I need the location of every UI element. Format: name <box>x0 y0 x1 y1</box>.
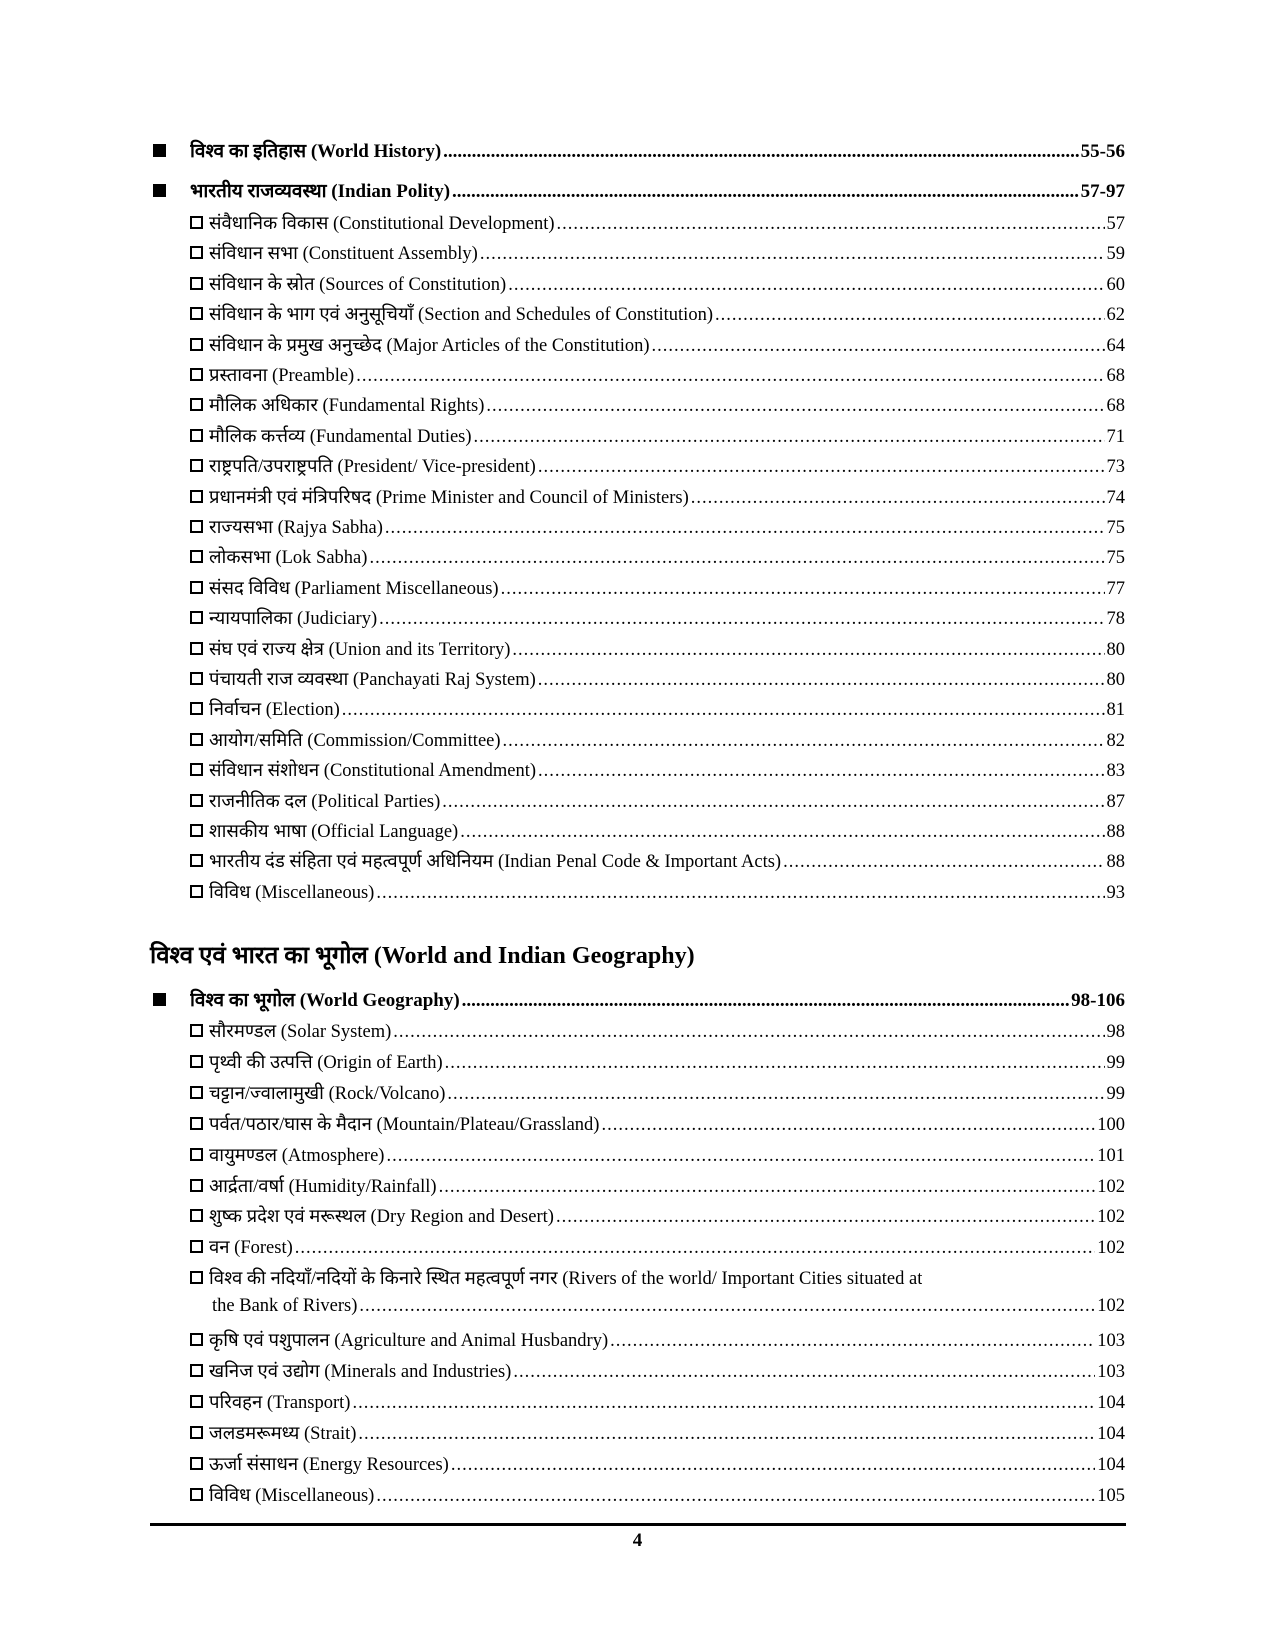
entry-title: राजनीतिक दल (Political Parties) <box>209 792 441 812</box>
toc-chapter-entry[interactable] <box>0 135 1275 165</box>
entry-page-number: 74 <box>1106 488 1125 508</box>
entry-page-number: 59 <box>1106 244 1125 264</box>
toc-topic-entry[interactable] <box>0 1263 1275 1293</box>
entry-title: परिवहन (Transport) <box>209 1393 351 1413</box>
entry-page-number: 77 <box>1106 579 1125 599</box>
entry-title: संघ एवं राज्य क्षेत्र (Union and its Territory) <box>209 640 511 660</box>
entry-title: आयोग/समिति (Commission/Committee) <box>209 731 501 751</box>
entry-title: राष्ट्रपति/उपराष्ट्रपति (President/ Vice-president) <box>209 457 536 477</box>
toc-topic-entry[interactable] <box>0 1016 1275 1046</box>
entry-title: मौलिक अधिकार (Fundamental Rights) <box>209 396 485 416</box>
checkbox-bullet-icon <box>190 1086 203 1099</box>
entry-page-number: 80 <box>1106 670 1125 690</box>
toc-topic-entry[interactable] <box>0 1171 1275 1201</box>
dot-leader <box>439 1177 1096 1198</box>
dot-leader <box>460 822 1104 843</box>
checkbox-bullet-icon <box>190 1457 203 1470</box>
checkbox-bullet-icon <box>190 459 203 472</box>
entry-page-number: 75 <box>1106 548 1125 568</box>
entry-page-number: 68 <box>1106 396 1125 416</box>
toc-topic-entry[interactable] <box>0 330 1275 360</box>
checkbox-bullet-icon <box>190 854 203 867</box>
footer-rule <box>150 1523 1126 1526</box>
entry-page-number: 87 <box>1106 792 1125 812</box>
toc-topic-entry[interactable] <box>0 1418 1275 1448</box>
checkbox-bullet-icon <box>190 733 203 746</box>
checkbox-bullet-icon <box>190 1117 203 1130</box>
checkbox-bullet-icon <box>190 672 203 685</box>
checkbox-bullet-icon <box>190 885 203 898</box>
section-title: विश्व एवं भारत का भूगोल (World and Indian Geography) <box>150 943 695 969</box>
entry-title: संविधान के स्रोत (Sources of Constitution) <box>209 275 507 295</box>
checkbox-bullet-icon <box>190 824 203 837</box>
dot-leader <box>452 181 1079 203</box>
toc-topic-entry[interactable] <box>0 1078 1275 1108</box>
dot-leader <box>486 396 1104 417</box>
entry-page-number: 104 <box>1097 1393 1125 1413</box>
dot-leader <box>442 792 1104 813</box>
toc-topic-entry[interactable] <box>0 1449 1275 1479</box>
toc-topic-entry[interactable] <box>0 877 1275 907</box>
dot-leader <box>503 731 1105 752</box>
entry-title: संवैधानिक विकास (Constitutional Development) <box>209 214 555 234</box>
entry-page-number: 83 <box>1106 761 1125 781</box>
entry-title: विविध (Miscellaneous) <box>209 1486 375 1506</box>
dot-leader <box>445 1053 1105 1074</box>
toc-topic-entry[interactable] <box>0 542 1275 572</box>
dot-leader <box>359 1296 1095 1317</box>
entry-page-number: 78 <box>1106 609 1125 629</box>
dot-leader <box>356 366 1104 387</box>
entry-page-number: 98-106 <box>1071 990 1125 1011</box>
toc-topic-entry[interactable] <box>0 816 1275 846</box>
entry-title: शुष्क प्रदेश एवं मरूस्थल (Dry Region and Desert) <box>209 1207 554 1227</box>
entry-page-number: 93 <box>1106 883 1125 903</box>
entry-title: संविधान के भाग एवं अनुसूचियाँ (Section and Schedules of Constitution) <box>209 305 713 325</box>
dot-leader <box>462 990 1070 1012</box>
entry-page-number: 68 <box>1106 366 1125 386</box>
entry-title: पृथ्वी की उत्पत्ति (Origin of Earth) <box>209 1053 443 1073</box>
entry-page-number: 99 <box>1106 1084 1125 1104</box>
dot-leader <box>295 1238 1096 1259</box>
dot-leader <box>691 488 1105 509</box>
toc-topic-entry[interactable] <box>0 482 1275 512</box>
toc-topic-entry[interactable] <box>0 269 1275 299</box>
toc-topic-entry[interactable] <box>0 208 1275 238</box>
entry-title: संसद विविध (Parliament Miscellaneous) <box>209 579 499 599</box>
entry-title: विश्व का इतिहास (World History) <box>190 141 442 162</box>
entry-page-number: 103 <box>1097 1362 1125 1382</box>
entry-title: भारतीय दंड संहिता एवं महत्वपूर्ण अधिनियम (Indian Penal Code & Important Acts) <box>209 852 782 872</box>
dot-leader <box>715 305 1105 326</box>
checkbox-bullet-icon <box>190 763 203 776</box>
entry-title: विश्व की नदियाँ/नदियों के किनारे स्थित महत्वपूर्ण नगर (Rivers of the world/ Important Cities situated at <box>209 1269 923 1289</box>
checkbox-bullet-icon <box>190 1148 203 1161</box>
checkbox-bullet-icon <box>190 398 203 411</box>
dot-leader <box>538 457 1105 478</box>
toc-topic-entry[interactable] <box>0 238 1275 268</box>
entry-title: संविधान के प्रमुख अनुच्छेद (Major Articles of the Constitution) <box>209 336 650 356</box>
dot-leader <box>556 1207 1095 1228</box>
entry-title: जलडमरूमध्य (Strait) <box>209 1424 357 1444</box>
toc-topic-entry[interactable] <box>0 1356 1275 1386</box>
entry-title: शासकीय भाषा (Official Language) <box>209 822 459 842</box>
checkbox-bullet-icon <box>190 1209 203 1222</box>
entry-page-number: 60 <box>1106 275 1125 295</box>
entry-title: राज्यसभा (Rajya Sabha) <box>209 518 383 538</box>
toc-topic-entry[interactable] <box>0 755 1275 785</box>
dot-leader <box>652 336 1105 357</box>
checkbox-bullet-icon <box>190 1333 203 1346</box>
entry-title: चट्टान/ज्वालामुखी (Rock/Volcano) <box>209 1084 446 1104</box>
entry-page-number: 80 <box>1106 640 1125 660</box>
dot-leader <box>557 214 1105 235</box>
entry-page-number: 104 <box>1097 1455 1125 1475</box>
toc-topic-entry[interactable] <box>0 1232 1275 1262</box>
entry-title: भारतीय राजव्यवस्था (Indian Polity) <box>190 181 451 202</box>
toc-topic-entry[interactable] <box>0 421 1275 451</box>
entry-title: पर्वत/पठार/घास के मैदान (Mountain/Plateau/Grassland) <box>209 1115 600 1135</box>
dot-leader <box>480 244 1105 265</box>
dot-leader <box>447 1084 1104 1105</box>
checkbox-bullet-icon <box>190 1364 203 1377</box>
dot-leader <box>385 518 1105 539</box>
entry-page-number: 105 <box>1097 1486 1125 1506</box>
toc-topic-entry[interactable] <box>0 451 1275 481</box>
toc-topic-entry[interactable] <box>0 512 1275 542</box>
checkbox-bullet-icon <box>190 307 203 320</box>
toc-topic-entry[interactable] <box>0 664 1275 694</box>
dot-leader <box>443 141 1079 163</box>
entry-title: the Bank of Rivers) <box>212 1296 358 1316</box>
entry-page-number: 100 <box>1097 1115 1125 1135</box>
dot-leader <box>508 275 1104 296</box>
dot-leader <box>513 1362 1095 1383</box>
entry-title: खनिज एवं उद्योग (Minerals and Industries) <box>209 1362 512 1382</box>
entry-page-number: 104 <box>1097 1424 1125 1444</box>
dot-leader <box>376 1486 1095 1507</box>
dot-leader <box>358 1424 1095 1445</box>
toc-topic-entry[interactable] <box>0 1325 1275 1355</box>
toc-topic-entry[interactable] <box>0 1109 1275 1139</box>
entry-title: ऊर्जा संसाधन (Energy Resources) <box>209 1455 449 1475</box>
square-bullet-icon <box>153 184 166 197</box>
dot-leader <box>376 883 1104 904</box>
entry-page-number: 102 <box>1097 1207 1125 1227</box>
entry-page-number: 81 <box>1106 700 1125 720</box>
entry-page-number: 102 <box>1097 1238 1125 1258</box>
dot-leader <box>451 1455 1095 1476</box>
entry-title: लोकसभा (Lok Sabha) <box>209 548 368 568</box>
dot-leader <box>386 1146 1095 1167</box>
dot-leader <box>610 1331 1095 1352</box>
checkbox-bullet-icon <box>190 1395 203 1408</box>
dot-leader <box>538 670 1105 691</box>
entry-page-number: 57 <box>1106 214 1125 234</box>
dot-leader <box>342 700 1105 721</box>
dot-leader <box>501 579 1105 600</box>
entry-title: वायुमण्डल (Atmosphere) <box>209 1146 385 1166</box>
checkbox-bullet-icon <box>190 490 203 503</box>
entry-title: संविधान संशोधन (Constitutional Amendment) <box>209 761 537 781</box>
checkbox-bullet-icon <box>190 338 203 351</box>
toc-topic-entry[interactable] <box>0 634 1275 664</box>
checkbox-bullet-icon <box>190 246 203 259</box>
checkbox-bullet-icon <box>190 368 203 381</box>
checkbox-bullet-icon <box>190 1240 203 1253</box>
toc-topic-entry[interactable] <box>0 1294 1275 1324</box>
dot-leader <box>393 1022 1104 1043</box>
checkbox-bullet-icon <box>190 429 203 442</box>
toc-chapter-entry[interactable] <box>0 175 1275 205</box>
entry-title: पंचायती राज व्यवस्था (Panchayati Raj System) <box>209 670 536 690</box>
checkbox-bullet-icon <box>190 1179 203 1192</box>
toc-topic-entry[interactable] <box>0 786 1275 816</box>
dot-leader <box>369 548 1104 569</box>
entry-title: वन (Forest) <box>209 1238 293 1258</box>
checkbox-bullet-icon <box>190 1024 203 1037</box>
toc-topic-entry[interactable] <box>0 1201 1275 1231</box>
toc-topic-entry[interactable] <box>0 694 1275 724</box>
entry-title: न्यायपालिका (Judiciary) <box>209 609 378 629</box>
checkbox-bullet-icon <box>190 1488 203 1501</box>
entry-title: आर्द्रता/वर्षा (Humidity/Rainfall) <box>209 1177 437 1197</box>
entry-title: प्रधानमंत्री एवं मंत्रिपरिषद (Prime Minister and Council of Ministers) <box>209 488 689 508</box>
entry-page-number: 88 <box>1106 822 1125 842</box>
checkbox-bullet-icon <box>190 1271 203 1284</box>
toc-topic-entry[interactable] <box>0 1047 1275 1077</box>
toc-topic-entry[interactable] <box>0 603 1275 633</box>
entry-title: मौलिक कर्त्तव्य (Fundamental Duties) <box>209 427 472 447</box>
dot-leader <box>474 427 1105 448</box>
toc-topic-entry[interactable] <box>0 725 1275 755</box>
toc-topic-entry[interactable] <box>0 1480 1275 1510</box>
entry-page-number: 57-97 <box>1080 181 1125 202</box>
entry-page-number: 55-56 <box>1080 141 1125 162</box>
toc-topic-entry[interactable] <box>0 299 1275 329</box>
entry-page-number: 102 <box>1097 1296 1125 1316</box>
entry-title: विश्व का भूगोल (World Geography) <box>190 990 460 1011</box>
entry-page-number: 64 <box>1106 336 1125 356</box>
checkbox-bullet-icon <box>190 611 203 624</box>
checkbox-bullet-icon <box>190 581 203 594</box>
entry-title: सौरमण्डल (Solar System) <box>209 1022 392 1042</box>
entry-page-number: 98 <box>1106 1022 1125 1042</box>
checkbox-bullet-icon <box>190 702 203 715</box>
toc-topic-entry[interactable] <box>0 573 1275 603</box>
entry-title: संविधान सभा (Constituent Assembly) <box>209 244 478 264</box>
checkbox-bullet-icon <box>190 277 203 290</box>
square-bullet-icon <box>153 144 166 157</box>
page-number: 4 <box>632 1530 643 1551</box>
entry-page-number: 62 <box>1106 305 1125 325</box>
toc-topic-entry[interactable] <box>0 1387 1275 1417</box>
checkbox-bullet-icon <box>190 1426 203 1439</box>
toc-topic-entry[interactable] <box>0 846 1275 876</box>
toc-topic-entry[interactable] <box>0 360 1275 390</box>
entry-page-number: 103 <box>1097 1331 1125 1351</box>
dot-leader <box>379 609 1104 630</box>
entry-title: कृषि एवं पशुपालन (Agriculture and Animal Husbandry) <box>209 1331 609 1351</box>
dot-leader <box>783 852 1104 873</box>
dot-leader <box>352 1393 1095 1414</box>
square-bullet-icon <box>153 993 166 1006</box>
checkbox-bullet-icon <box>190 550 203 563</box>
entry-page-number: 102 <box>1097 1177 1125 1197</box>
entry-page-number: 82 <box>1106 731 1125 751</box>
dot-leader <box>538 761 1104 782</box>
toc-chapter-entry[interactable] <box>0 984 1275 1014</box>
entry-title: विविध (Miscellaneous) <box>209 883 375 903</box>
entry-title: निर्वाचन (Election) <box>209 700 340 720</box>
entry-page-number: 99 <box>1106 1053 1125 1073</box>
dot-leader <box>601 1115 1095 1136</box>
entry-page-number: 101 <box>1097 1146 1125 1166</box>
checkbox-bullet-icon <box>190 520 203 533</box>
checkbox-bullet-icon <box>190 642 203 655</box>
entry-title: प्रस्तावना (Preamble) <box>209 366 355 386</box>
checkbox-bullet-icon <box>190 216 203 229</box>
checkbox-bullet-icon <box>190 794 203 807</box>
checkbox-bullet-icon <box>190 1055 203 1068</box>
toc-topic-entry[interactable] <box>0 390 1275 420</box>
entry-page-number: 71 <box>1106 427 1125 447</box>
entry-page-number: 75 <box>1106 518 1125 538</box>
toc-topic-entry[interactable] <box>0 1140 1275 1170</box>
entry-page-number: 88 <box>1106 852 1125 872</box>
dot-leader <box>512 640 1104 661</box>
entry-page-number: 73 <box>1106 457 1125 477</box>
